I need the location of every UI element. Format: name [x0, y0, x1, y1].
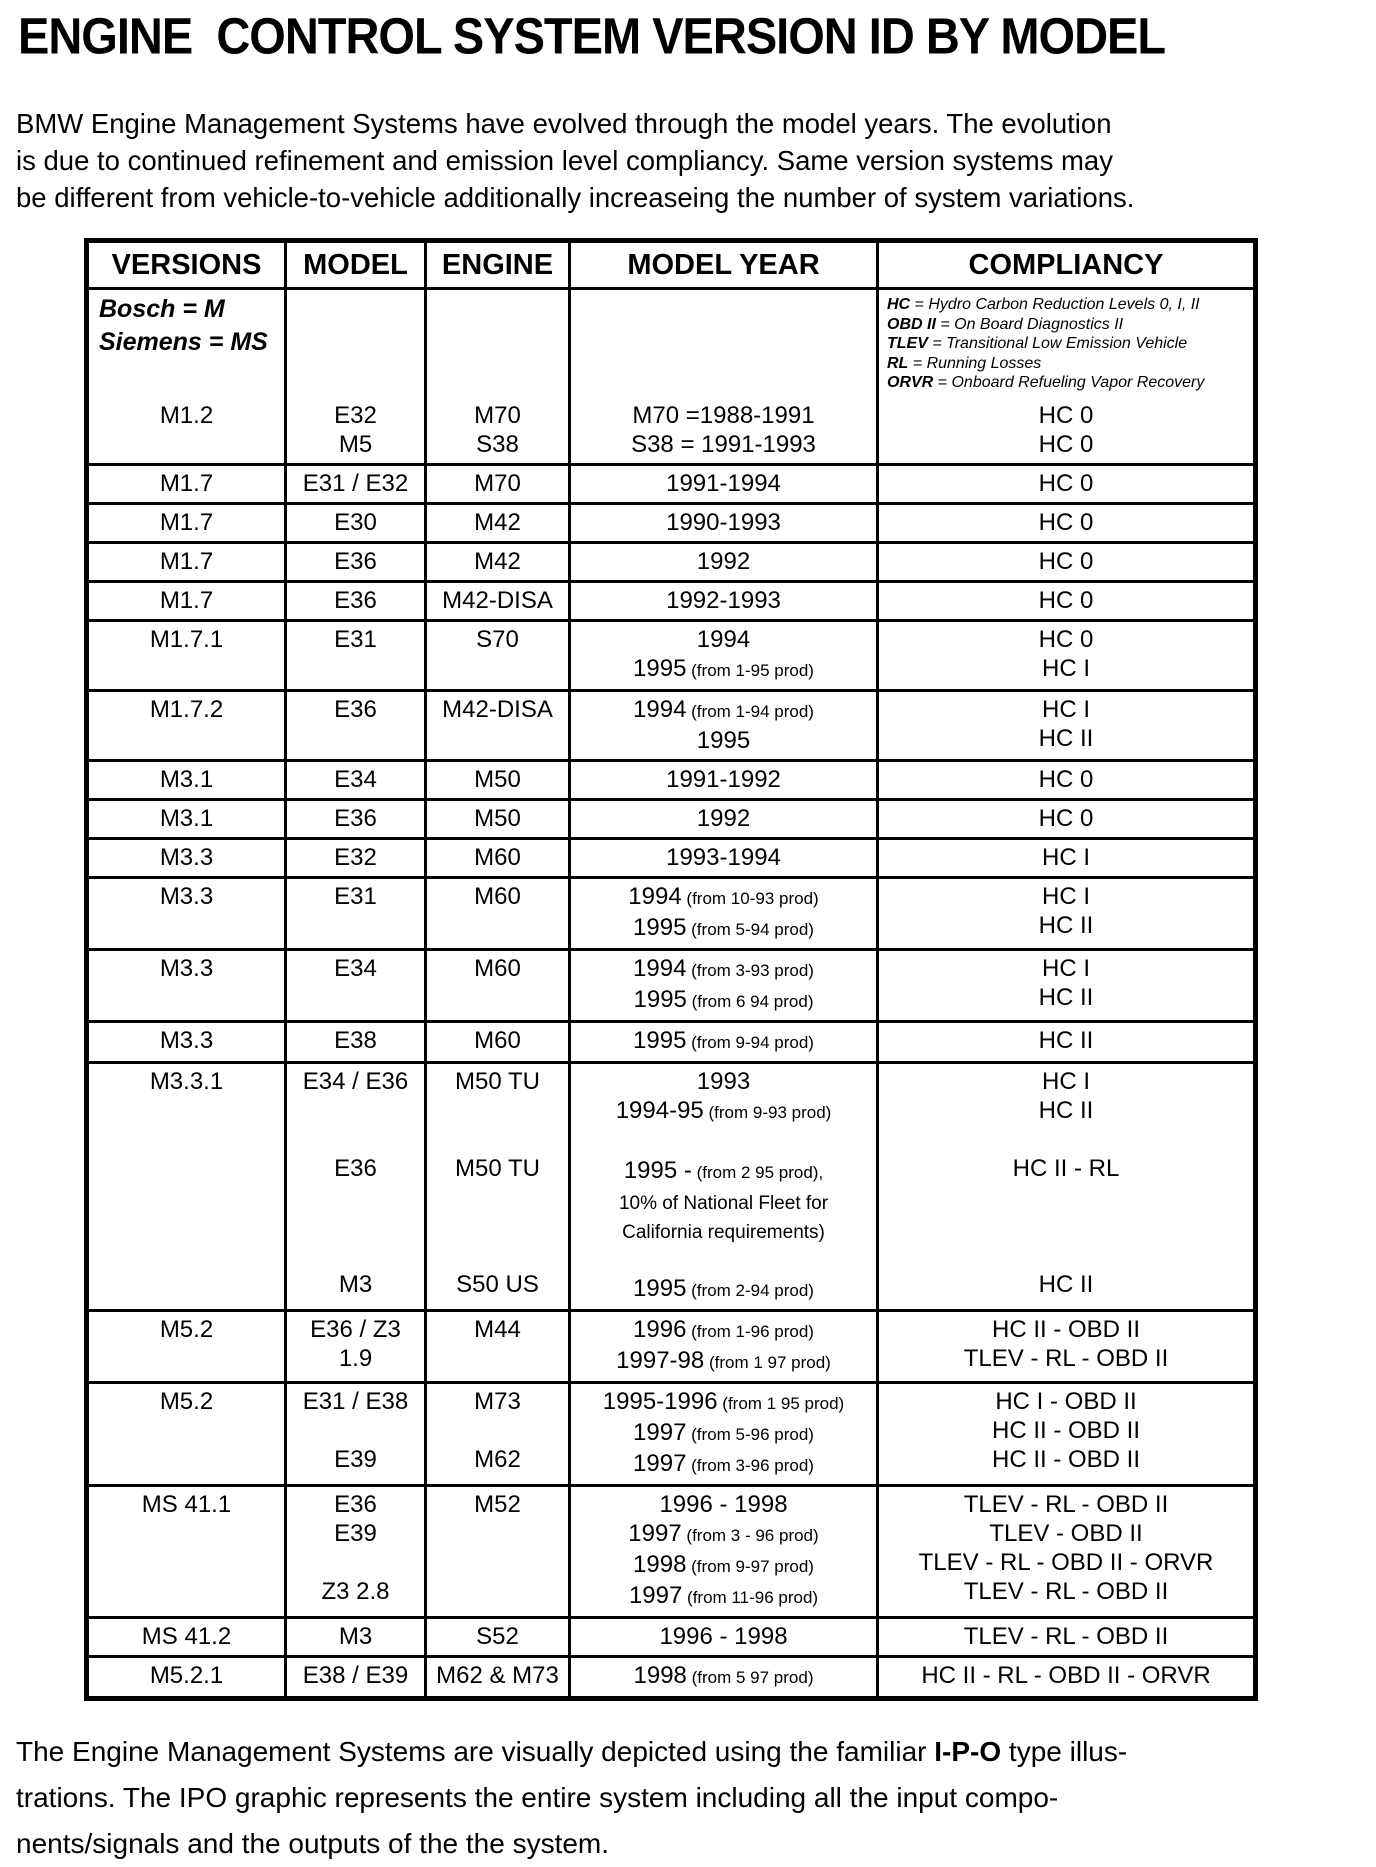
compliancy-cell: HC 0 [1038, 765, 1094, 793]
engine-cell: M60 [427, 1023, 571, 1061]
table-row [89, 463, 1253, 502]
model-cell: M3 [287, 1619, 427, 1655]
legend-bosch: Bosch = M [99, 295, 225, 323]
model-cell: E38 / E39 [287, 1658, 427, 1696]
version-cell: M3.3 [89, 1023, 287, 1061]
model-year-cell: 1994 (from 1-94 prod) 1995 [571, 692, 879, 759]
model-cell: E31 / E38 E39 [287, 1384, 427, 1484]
model-cell: E36 / Z3 1.9 [287, 1312, 427, 1381]
legend-line: ORVR = Onboard Refueling Vapor Recovery [887, 374, 1205, 391]
table-row [89, 1309, 1253, 1381]
table-row [89, 398, 1253, 463]
engine-cell: M73 M62 [427, 1384, 571, 1484]
header-model-year: MODEL YEAR [571, 243, 879, 287]
model-year-cell: 1994 1995 (from 1-95 prod) [571, 622, 879, 689]
table-row [89, 1484, 1253, 1616]
intro-line-1: BMW Engine Management Systems have evolved through the model years. The evolution [16, 108, 1112, 139]
model-cell: E31 [287, 622, 427, 689]
model-year-cell: 1994 (from 3-93 prod) 1995 (from 6 94 prod) [571, 951, 879, 1020]
legend-blank-engine [427, 290, 571, 398]
header-engine: ENGINE [427, 243, 571, 287]
engine-cell: M60 [427, 879, 571, 948]
legend-siemens: Siemens = MS [99, 328, 268, 356]
version-cell: M3.3.1 [89, 1064, 287, 1309]
footer-line-2: trations. The IPO graphic represents the entire system including all the input compo- [16, 1781, 1059, 1813]
version-cell: M1.7 [89, 583, 287, 619]
model-year-cell: 1996 (from 1-96 prod) 1997-98 (from 1 97 prod) [571, 1312, 879, 1381]
model-year-cell: 1996 - 1998 1997 (from 3 - 96 prod) 1998 (from 9-97 prod) 1997 (from 11-96 prod) [571, 1487, 879, 1616]
compliancy-cell: HC 0 HC I [1038, 625, 1094, 682]
model-year-cell: 1991-1994 [571, 466, 879, 502]
model-year-cell: 1995-1996 (from 1 95 prod) 1997 (from 5-96 prod) 1997 (from 3-96 prod) [571, 1384, 879, 1484]
model-cell: E31 [287, 879, 427, 948]
compliancy-cell: TLEV - RL - OBD II TLEV - OBD II TLEV - RL - OBD II - ORVR TLEV - RL - OBD II [918, 1490, 1214, 1605]
model-year-cell: 1993 1994-95 (from 9-93 prod) 1995 - (from 2 95 prod), 10% of National Fleet for California requirements) 1995 (from 2-94 prod) [571, 1064, 879, 1309]
compliancy-cell: TLEV - RL - OBD II [963, 1622, 1169, 1650]
model-cell: E36 [287, 801, 427, 837]
engine-cell: M44 [427, 1312, 571, 1381]
engine-cell: M70 S38 [427, 398, 571, 463]
header-versions: VERSIONS [89, 243, 287, 287]
table-legend-row [89, 287, 1253, 398]
model-year-cell: 1990-1993 [571, 505, 879, 541]
model-year-cell: 1992 [571, 801, 879, 837]
legend-line: OBD II = On Board Diagnostics II [887, 315, 1124, 333]
model-year-cell: 1993-1994 [571, 840, 879, 876]
model-cell: E31 / E32 [287, 466, 427, 502]
legend-blank-year [571, 290, 879, 398]
model-year-cell: 1992 [571, 544, 879, 580]
model-year-cell: 1991-1992 [571, 762, 879, 798]
legend-blank-model [287, 290, 427, 398]
model-cell: E34 [287, 951, 427, 1020]
header-model: MODEL [287, 243, 427, 287]
version-cell: MS 41.2 [89, 1619, 287, 1655]
compliancy-cell: HC I HC II [1038, 695, 1094, 752]
version-cell: M1.7 [89, 505, 287, 541]
version-cell: M5.2 [89, 1312, 287, 1381]
compliancy-cell: HC 0 [1038, 804, 1094, 832]
legend-line: HC = Hydro Carbon Reduction Levels 0, I, II [887, 296, 1200, 313]
version-cell: M1.7.1 [89, 622, 287, 689]
footer-line-3: nents/signals and the outputs of the the system. [16, 1827, 610, 1859]
model-cell: E36 [287, 583, 427, 619]
model-year-cell: 1998 (from 5 97 prod) [571, 1658, 879, 1696]
compliancy-cell: HC I HC II HC II - RL HC II [1012, 1067, 1120, 1298]
model-cell: E38 [287, 1023, 427, 1061]
intro-paragraph [16, 105, 1376, 216]
engine-cell: M42 [427, 505, 571, 541]
engine-cell: M50 [427, 801, 571, 837]
model-year-cell: 1992-1993 [571, 583, 879, 619]
table-row [89, 837, 1253, 876]
version-cell: M5.2 [89, 1384, 287, 1484]
table-row [89, 1655, 1253, 1696]
model-year-cell: 1994 (from 10-93 prod) 1995 (from 5-94 prod) [571, 879, 879, 948]
table-body [89, 398, 1253, 1696]
engine-cell: M50 [427, 762, 571, 798]
table-row [89, 1061, 1253, 1309]
page-title: ENGINE CONTROL SYSTEM VERSION ID BY MODEL [18, 7, 1166, 65]
table-row [89, 1020, 1253, 1061]
engine-cell: M60 [427, 840, 571, 876]
compliancy-cell: HC II [1038, 1026, 1094, 1054]
engine-cell: S52 [427, 1619, 571, 1655]
model-cell: E32 M5 [287, 398, 427, 463]
engine-cell: M62 & M73 [427, 1658, 571, 1696]
compliancy-cell: HC 0 [1038, 508, 1094, 536]
engine-cell: M42-DISA [427, 692, 571, 759]
compliancy-cell: HC I HC II [1038, 882, 1094, 939]
table-row [89, 948, 1253, 1020]
compliancy-cell: HC I [1042, 843, 1090, 871]
version-cell: M5.2.1 [89, 1658, 287, 1696]
legend-versions-cell [89, 290, 287, 398]
ipo-bold-text: I-P-O [934, 1735, 1002, 1767]
engine-cell: M42-DISA [427, 583, 571, 619]
document-page [0, 6, 1376, 1859]
intro-line-2: is due to continued refinement and emission level compliancy. Same version systems may [16, 145, 1113, 176]
table-row [89, 798, 1253, 837]
version-cell: M1.7 [89, 466, 287, 502]
table-row [89, 876, 1253, 948]
table-row [89, 1616, 1253, 1655]
version-cell: M3.3 [89, 879, 287, 948]
model-cell: E34 / E36 E36 M3 [287, 1064, 427, 1309]
version-cell: M1.2 [89, 398, 287, 463]
version-cell: M1.7 [89, 544, 287, 580]
compliancy-cell: HC 0 [1038, 469, 1094, 497]
version-cell: M3.1 [89, 801, 287, 837]
model-year-cell: 1995 (from 9-94 prod) [571, 1023, 879, 1061]
model-cell: E34 [287, 762, 427, 798]
compliancy-cell: HC 0 HC 0 [1038, 401, 1094, 458]
version-cell: M1.7.2 [89, 692, 287, 759]
table-row [89, 689, 1253, 759]
model-cell: E36 E39 Z3 2.8 [287, 1487, 427, 1616]
model-year-cell: M70 =1988-1991 S38 = 1991-1993 [571, 398, 879, 463]
model-year-cell: 1996 - 1998 [571, 1619, 879, 1655]
legend-line: TLEV = Transitional Low Emission Vehicle [887, 335, 1188, 352]
table-row [89, 502, 1253, 541]
table-row [89, 1381, 1253, 1484]
version-cell: MS 41.1 [89, 1487, 287, 1616]
compliancy-cell: HC I HC II [1038, 954, 1094, 1011]
compliancy-cell: HC 0 [1038, 547, 1094, 575]
compliancy-cell: HC I - OBD II HC II - OBD II HC II - OBD II [991, 1387, 1140, 1473]
model-cell: E36 [287, 544, 427, 580]
legend-line: RL = Running Losses [887, 354, 1042, 372]
version-cell: M3.3 [89, 840, 287, 876]
footer-paragraph [16, 1729, 1376, 1867]
compliancy-cell: HC II - OBD II TLEV - RL - OBD II [963, 1315, 1169, 1372]
engine-cell: M70 [427, 466, 571, 502]
model-cell: E30 [287, 505, 427, 541]
footer-line-1: The Engine Management Systems are visually depicted using the familiar I-P-O type illus- [16, 1735, 1128, 1767]
table-row [89, 541, 1253, 580]
table-header-row [89, 243, 1253, 287]
compliancy-cell: HC 0 [1038, 586, 1094, 614]
engine-cell: M60 [427, 951, 571, 1020]
legend-compliancy-cell [879, 290, 1253, 398]
compliancy-cell: HC II - RL - OBD II - ORVR [921, 1661, 1211, 1689]
version-cell: M3.3 [89, 951, 287, 1020]
engine-cell: M52 [427, 1487, 571, 1616]
model-cell: E36 [287, 692, 427, 759]
version-id-table [84, 238, 1258, 1701]
engine-cell: M42 [427, 544, 571, 580]
table-row [89, 580, 1253, 619]
version-cell: M3.1 [89, 762, 287, 798]
engine-cell: S70 [427, 622, 571, 689]
table-row [89, 759, 1253, 798]
model-cell: E32 [287, 840, 427, 876]
engine-cell: M50 TU M50 TU S50 US [427, 1064, 571, 1309]
intro-line-3: be different from vehicle-to-vehicle additionally increaseing the number of system variations. [16, 182, 1135, 213]
header-compliancy: COMPLIANCY [968, 249, 1164, 281]
table-row [89, 619, 1253, 689]
